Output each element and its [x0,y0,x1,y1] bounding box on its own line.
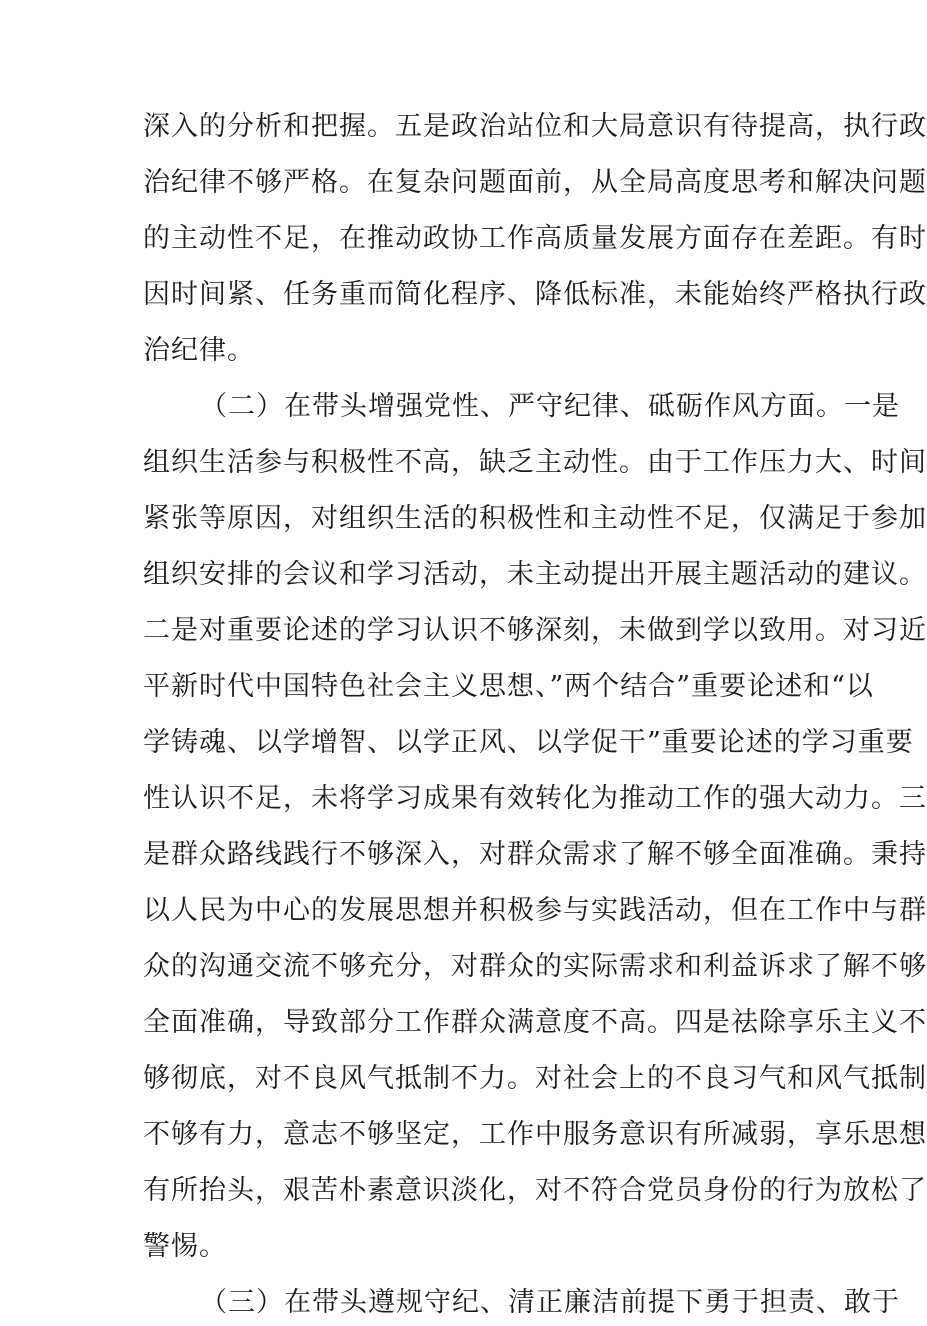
text-line-5: 治纪律。 [143,335,255,366]
text-line-10: 二是对重要论述的学习认识不够深刻，未做到学以致用。对习近 [143,615,927,646]
text-line-8: 紧张等原因，对组织生活的积极性和主动性不足，仅满足于参加 [143,503,927,534]
text-line-20: 有所抬头，艰苦朴素意识淡化，对不符合党员身份的行为放松了 [143,1175,927,1206]
text-line-2: 治纪律不够严格。在复杂问题面前，从全局高度思考和解决问题 [143,167,927,198]
text-line-18: 够彻底，对不良风气抵制不力。对社会上的不良习气和风气抵制 [143,1063,927,1094]
text-line-13: 性认识不足，未将学习成果有效转化为推动工作的强大动力。三 [143,783,927,814]
section-two-heading-line: （二）在带头增强党性、严守纪律、砥砺作风方面。一是 [200,391,900,422]
text-line-21: 警惕。 [143,1231,227,1262]
text-line-7: 组织生活参与积极性不高，缺乏主动性。由于工作压力大、时间 [143,447,927,478]
text-line-16: 众的沟通交流不够充分，对群众的实际需求和利益诉求了解不够 [143,951,927,982]
text-line-11: 平新时代中国特色社会主义思想、”两个结合”重要论述和“以 [143,671,874,702]
text-line-12: 学铸魂、以学增智、以学正风、以学促干”重要论述的学习重要 [143,727,914,758]
text-line-3: 的主动性不足，在推动政协工作高质量发展方面存在差距。有时 [143,223,927,254]
text-line-4: 因时间紧、任务重而简化程序、降低标准，未能始终严格执行政 [143,279,927,310]
text-line-19: 不够有力，意志不够坚定，工作中服务意识有所减弱，享乐思想 [143,1119,927,1150]
text-line-1: 深入的分析和把握。五是政治站位和大局意识有待提高，执行政 [143,111,927,142]
text-line-15: 以人民为中心的发展思想并积极参与实践活动，但在工作中与群 [143,895,927,926]
text-line-9: 组织安排的会议和学习活动，未主动提出开展主题活动的建议。 [143,559,927,590]
section-three-heading-line: （三）在带头遵规守纪、清正廉洁前提下勇于担责、敢于 [200,1287,900,1318]
text-line-14: 是群众路线践行不够深入，对群众需求了解不够全面准确。秉持 [143,839,927,870]
text-line-17: 全面准确，导致部分工作群众满意度不高。四是祛除享乐主义不 [143,1007,927,1038]
